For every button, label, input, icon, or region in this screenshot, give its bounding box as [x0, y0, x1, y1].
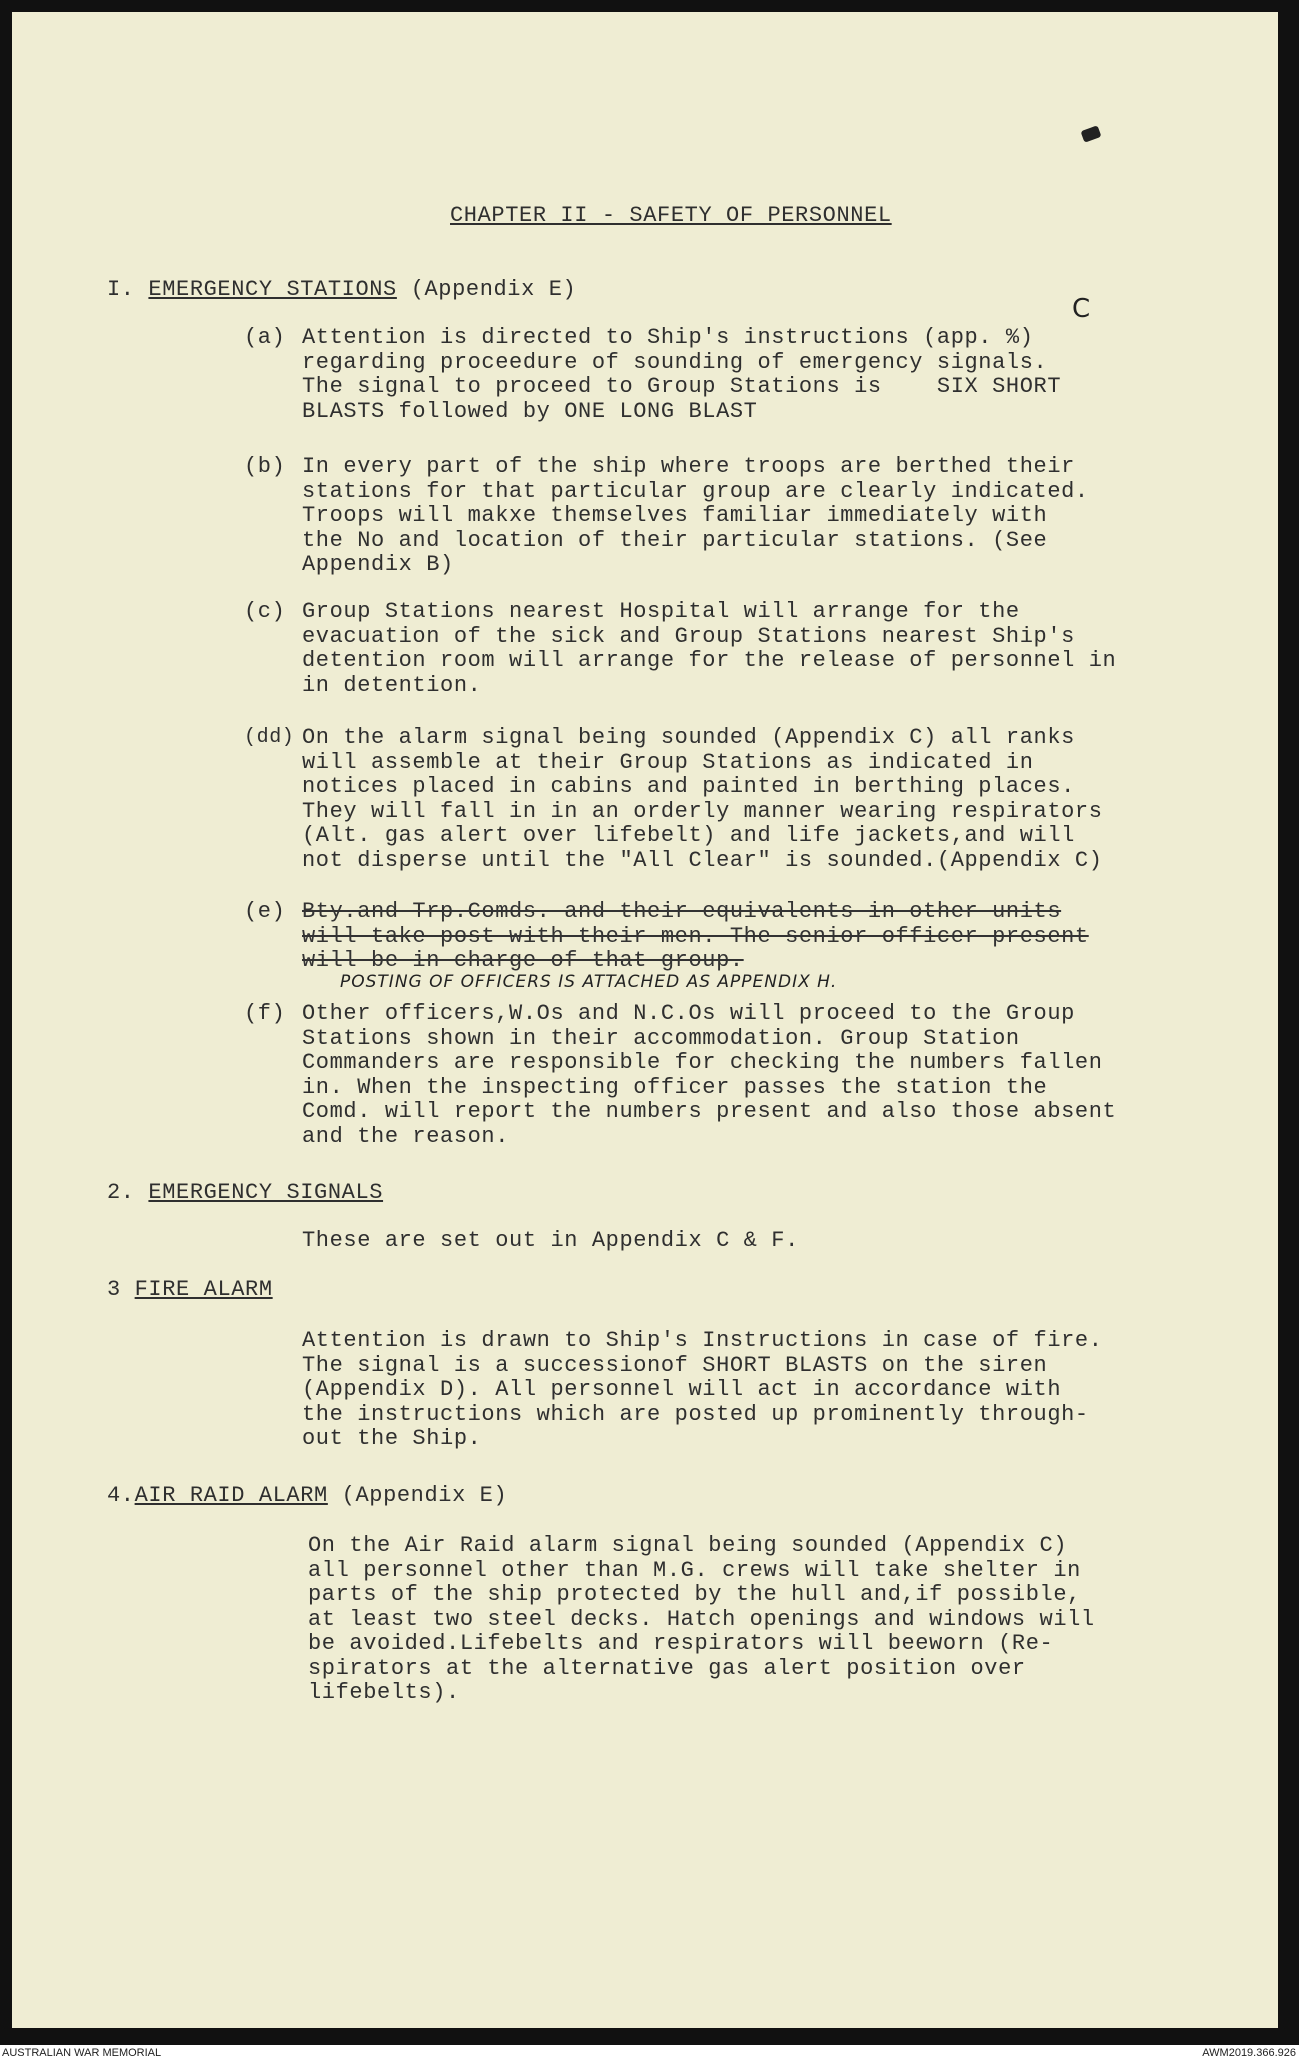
item-b-line: stations for that particular group are clearly indicated.: [302, 478, 1089, 504]
item-a-line: BLASTS followed by ONE LONG BLAST: [302, 398, 758, 424]
item-e-struck-line: will take post with their men. The senior officer present: [302, 923, 1089, 949]
section-4-line: all personnel other than M.G. crews will take shelter in: [308, 1557, 1081, 1583]
item-d-label: (dd): [244, 726, 295, 749]
item-f-line: Stations shown in their accommodation. Group Station: [302, 1025, 1020, 1051]
item-d-text: [302, 726, 1103, 873]
section-1-title: EMERGENCY STATIONS: [148, 277, 397, 302]
item-a-label: (a): [244, 325, 286, 350]
section-2-title: EMERGENCY SIGNALS: [148, 1180, 384, 1205]
ink-mark: [1080, 125, 1101, 142]
footer-accession-number: AWM2019.366.926: [1202, 2047, 1296, 2059]
item-f-line: and the reason.: [302, 1123, 510, 1149]
section-3-line: Attention is drawn to Ship's Instructions in case of fire.: [302, 1328, 1103, 1353]
section-1-heading: [107, 278, 576, 302]
section-3-line: out the Ship.: [302, 1426, 482, 1451]
item-a-text: [302, 326, 1061, 424]
item-b-label: (b): [244, 454, 286, 479]
section-4-line: On the Air Raid alarm signal being sounded (Appendix C): [308, 1533, 1068, 1558]
section-4-suffix: (Appendix E): [341, 1483, 508, 1508]
section-2-text: These are set out in Appendix C & F.: [302, 1228, 799, 1253]
item-a-line: regarding proceedure of sounding of emergency signals.: [302, 349, 1048, 375]
footer-institution: AUSTRALIAN WAR MEMORIAL: [2, 2047, 162, 2059]
section-4-text: [308, 1534, 1095, 1706]
section-4-line: at least two steel decks. Hatch openings and windows will: [308, 1606, 1095, 1632]
section-3-title: FIRE ALARM: [134, 1277, 273, 1302]
item-b-line: the No and location of their particular stations. (See: [302, 527, 1048, 553]
item-a-line: The signal to proceed to Group Stations is SIX SHORT: [302, 374, 1062, 399]
item-b-line: Appendix B): [302, 552, 454, 577]
item-f-label: (f): [244, 1001, 286, 1026]
item-b-line: In every part of the ship where troops are berthed their: [302, 454, 1075, 479]
section-4-line: lifebelts).: [308, 1680, 460, 1705]
section-1-suffix: (Appendix E): [410, 277, 577, 302]
archive-footer: [0, 2045, 1299, 2061]
item-d-line: not disperse until the "All Clear" is sounded.(Appendix C): [302, 847, 1103, 873]
chapter-title: CHAPTER II - SAFETY OF PERSONNEL: [450, 203, 892, 228]
item-c-line: in detention.: [302, 672, 482, 698]
item-d-line: They will fall in in an orderly manner wearing respirators: [302, 798, 1103, 824]
section-2-number: 2.: [107, 1180, 135, 1205]
handwritten-annotation: POSTING OF OFFICERS IS ATTACHED AS APPENDIX H.: [340, 972, 838, 992]
item-a-line: Attention is directed to Ship's instructions (app. %): [302, 325, 1034, 350]
section-4-line: spirators at the alternative gas alert position over: [308, 1655, 1026, 1681]
section-3-number: 3: [107, 1277, 121, 1302]
section-3-line: the instructions which are posted up prominently through-: [302, 1401, 1089, 1427]
item-c-text: [302, 600, 1116, 698]
item-e-struck-line: will be in charge of that group.: [302, 948, 744, 973]
item-d-line: will assemble at their Group Stations as indicated in: [302, 749, 1034, 775]
handwritten-c: C: [1072, 294, 1092, 324]
section-3-line: The signal is a successionof SHORT BLASTS on the siren: [302, 1352, 1048, 1378]
section-4-heading: [107, 1484, 507, 1508]
item-e-struck-line: Bty.and Trp.Comds. and their equivalents in other units: [302, 899, 1062, 924]
item-c-line: Group Stations nearest Hospital will arrange for the: [302, 599, 1020, 624]
section-4-line: be avoided.Lifebelts and respirators will beeworn (Re-: [308, 1631, 1054, 1656]
section-3-heading: [107, 1278, 273, 1302]
item-c-line: evacuation of the sick and Group Stations nearest Ship's: [302, 623, 1075, 649]
section-3-text: [302, 1329, 1103, 1452]
item-d-line: (Alt. gas alert over lifebelt) and life jackets,and will: [302, 823, 1075, 848]
section-3-line: (Appendix D). All personnel will act in accordance with: [302, 1377, 1062, 1402]
item-f-line: Other officers,W.Os and N.C.Os will proceed to the Group: [302, 1001, 1075, 1026]
section-2-heading: [107, 1181, 383, 1205]
item-f-line: Commanders are responsible for checking the numbers fallen: [302, 1050, 1103, 1075]
item-e-label: (e): [244, 899, 286, 924]
section-4-title: AIR RAID ALARM: [134, 1483, 328, 1508]
item-c-line: detention room will arrange for the release of personnel in: [302, 648, 1117, 673]
item-f-text: [302, 1002, 1116, 1149]
item-d-line: notices placed in cabins and painted in berthing places.: [302, 774, 1075, 799]
document-page: [12, 12, 1278, 2028]
section-1-number: I.: [107, 277, 135, 302]
item-f-line: Comd. will report the numbers present and also those absent: [302, 1099, 1117, 1124]
item-e-text: [302, 900, 1089, 974]
section-4-line: parts of the ship protected by the hull and,if possible,: [308, 1582, 1081, 1607]
item-b-line: Troops will makxe themselves familiar immediately with: [302, 503, 1048, 528]
item-b-text: [302, 455, 1089, 578]
item-f-line: in. When the inspecting officer passes the station the: [302, 1074, 1048, 1100]
section-4-number: 4.: [107, 1483, 135, 1508]
item-c-label: (c): [244, 599, 286, 624]
item-d-line: On the alarm signal being sounded (Appendix C) all ranks: [302, 725, 1075, 750]
